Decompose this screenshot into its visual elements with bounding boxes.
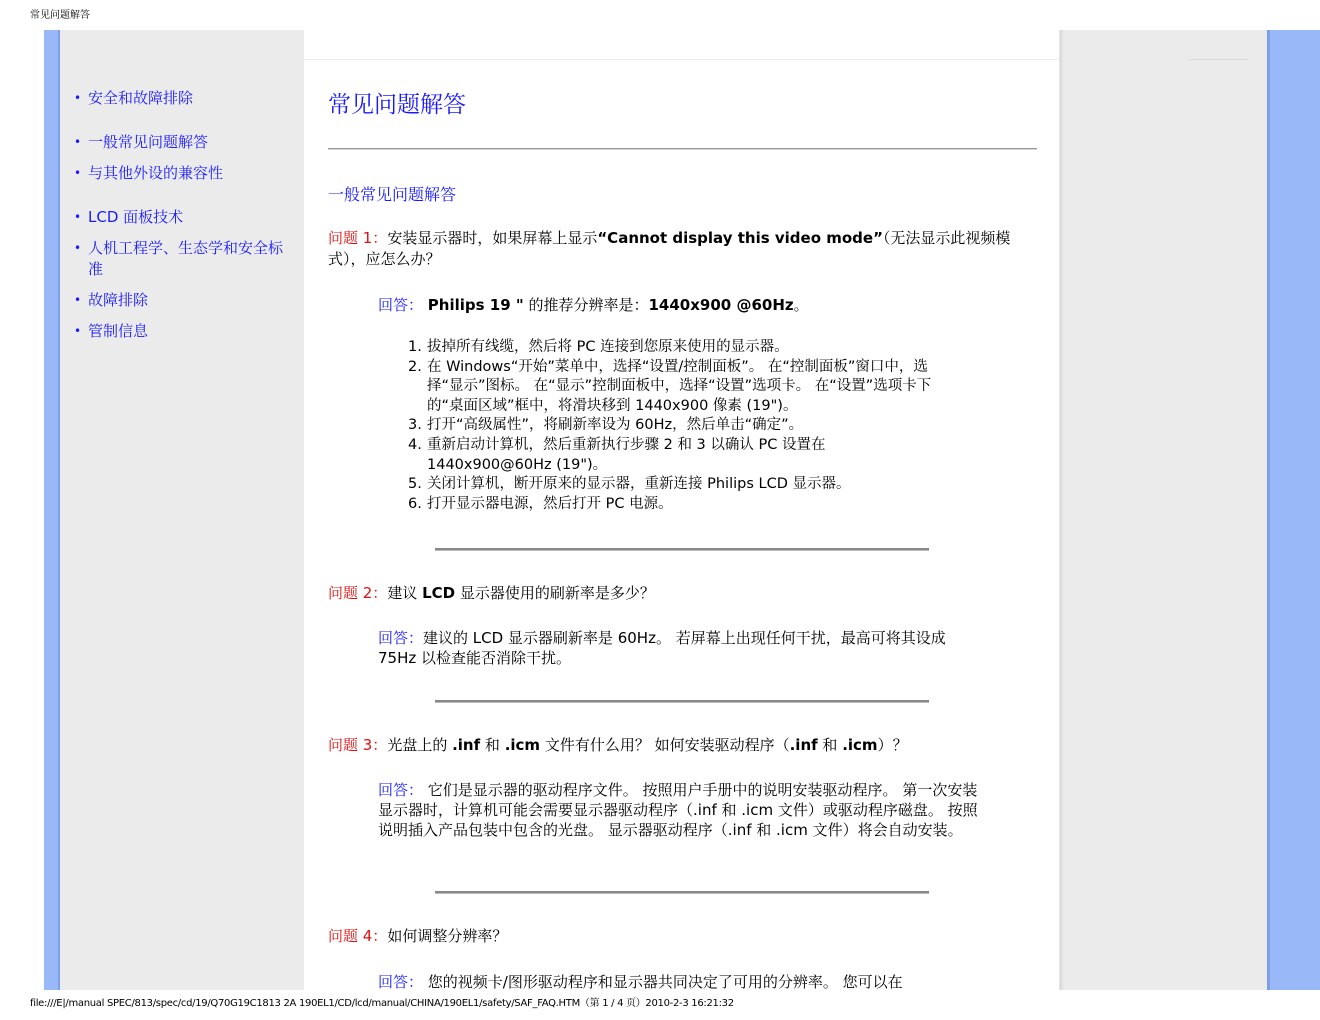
- question-text-bold: .icm: [842, 736, 878, 754]
- sidebar-link[interactable]: 人机工程学、生态学和安全标准: [88, 239, 284, 278]
- answer-4: [378, 972, 988, 990]
- left-accent-bar: [44, 30, 60, 990]
- sidebar-item-safety[interactable]: [74, 88, 314, 109]
- question-label: 问题 2：: [328, 584, 388, 602]
- sidebar-item-troubleshooting[interactable]: [74, 290, 314, 311]
- question-text-bold: “Cannot display this video mode”: [597, 229, 883, 247]
- sidebar-item-lcd-technology[interactable]: [74, 207, 314, 228]
- step-text: 打开显示器电源，然后打开 PC 电源。: [427, 495, 673, 512]
- question-label: 问题 4：: [328, 927, 388, 945]
- sidebar-link[interactable]: 管制信息: [88, 322, 149, 340]
- list-item: [408, 495, 968, 515]
- answer-label: 回答：: [378, 296, 424, 314]
- right-accent-bar: [1267, 30, 1320, 990]
- question-3: [328, 735, 1028, 756]
- step-number: 1.: [408, 339, 422, 355]
- question-text-bold: LCD: [422, 584, 456, 602]
- question-text: 建议: [387, 584, 423, 602]
- right-gutter: [1060, 30, 1267, 990]
- question-text: （无法显示此视频模式），应怎么办？: [328, 229, 1011, 268]
- step-number: 4.: [408, 436, 422, 453]
- sidebar-link[interactable]: 故障排除: [88, 291, 149, 309]
- question-text: 和: [817, 736, 843, 754]
- question-2: [328, 583, 1028, 604]
- step-number: 6.: [408, 495, 422, 512]
- answer-1: [378, 295, 988, 315]
- answer-text: 您的视频卡/图形驱动程序和显示器共同决定了可用的分辨率。 您可以在: [423, 973, 903, 990]
- answer-label: 回答：: [378, 629, 424, 647]
- step-text: 重新启动计算机，然后重新执行步骤 2 和 3 以确认 PC 设置在 1440x900@60Hz (19")。: [427, 436, 826, 473]
- answer-label: 回答：: [378, 973, 424, 990]
- steps-list: [408, 338, 968, 514]
- step-text: 打开“高级属性”，将刷新率设为 60Hz，然后单击“确定”。: [427, 417, 804, 434]
- sidebar-item-general-faq[interactable]: [74, 132, 314, 153]
- answer-text: 。: [793, 296, 809, 314]
- page-frame: [44, 30, 1320, 990]
- sidebar-item-compatibility[interactable]: [74, 163, 314, 184]
- sidebar-link[interactable]: 一般常见问题解答: [88, 133, 209, 151]
- question-text: 和: [480, 736, 505, 754]
- step-number: 3.: [408, 417, 422, 434]
- section-title: 一般常见问题解答: [328, 185, 457, 204]
- question-text-bold: .inf: [452, 736, 481, 754]
- question-text: 光盘上的: [387, 736, 453, 754]
- question-1: [328, 228, 1028, 270]
- answer-3: [378, 780, 988, 840]
- question-label: 问题 3：: [328, 736, 388, 754]
- question-text: ）？: [877, 736, 908, 754]
- question-text-bold: .icm: [504, 736, 541, 754]
- question-text: 显示器使用的刷新率是多少？: [455, 584, 655, 602]
- answer-text: 的推荐分辨率是：: [523, 296, 649, 314]
- sidebar-nav: [74, 88, 314, 342]
- title-divider: [328, 148, 1037, 150]
- sidebar-link[interactable]: 与其他外设的兼容性: [88, 164, 224, 182]
- sidebar-item-ergonomics[interactable]: [74, 238, 288, 280]
- separator: [435, 548, 929, 551]
- step-number: 2.: [408, 358, 422, 375]
- page-title: 常见问题解答: [328, 92, 466, 118]
- step-text: 在 Windows“开始”菜单中，选择“设置/控制面板”。 在“控制面板”窗口中，选择“显示”图标。 在“显示”控制面板中，选择“设置”选项卡。 在“设置”选项卡下的“桌面区域”框中，将滑块移到 1440x900 像素 (19")。: [427, 358, 932, 414]
- separator: [435, 891, 929, 894]
- answer-text-bold: 1440x900 @60Hz: [648, 296, 794, 314]
- sidebar-link[interactable]: LCD 面板技术: [88, 208, 184, 226]
- question-text: 文件有什么用？ 如何安装驱动程序（: [540, 736, 790, 754]
- answer-text: 建议的 LCD 显示器刷新率是 60Hz。 若屏幕上出现任何干扰，最高可将其设成 75Hz 以检查能否消除干扰。: [378, 629, 946, 667]
- gutter-divider: [1188, 59, 1248, 60]
- question-text-bold: .inf: [789, 736, 818, 754]
- separator: [435, 700, 929, 703]
- list-item: [408, 436, 877, 475]
- content-top-divider: [304, 59, 1060, 60]
- step-text: 关闭计算机，断开原来的显示器，重新连接 Philips LCD 显示器。: [427, 476, 851, 493]
- print-footer: file:///E|/manual SPEC/813/spec/cd/19/Q70G19C1813 2A 190EL1/CD/lcd/manual/CHINA/190EL1/safety/SAF_FAQ.HTM（第 1 / 4 页）2010-2-3 16:21:32: [30, 998, 734, 1009]
- list-item: [408, 358, 962, 417]
- list-item: [408, 338, 968, 358]
- answer-text-bold: Philips 19 ": [427, 296, 524, 314]
- answer-label: 回答：: [378, 781, 424, 799]
- question-text: 安装显示器时，如果屏幕上显示: [387, 229, 598, 247]
- answer-text: 它们是显示器的驱动程序文件。 按照用户手册中的说明安装驱动程序。 第一次安装显示器时，计算机可能会需要显示器驱动程序（.inf 和 .icm 文件）或驱动程序磁盘。 按照说明插入产品包装中包含的光盘。 显示器驱动程序（.inf 和 .icm 文件）将会自动安装。: [378, 781, 978, 839]
- question-label: 问题 1：: [328, 229, 388, 247]
- list-item: [408, 416, 968, 436]
- question-text: 如何调整分辨率？: [387, 927, 508, 945]
- sidebar-item-regulatory[interactable]: [74, 321, 314, 342]
- question-4: [328, 926, 1028, 947]
- step-text: 拔掉所有线缆，然后将 PC 连接到您原来使用的显示器。: [427, 339, 789, 355]
- step-number: 5.: [408, 476, 422, 493]
- list-item: [408, 475, 968, 495]
- print-header: 常见问题解答: [30, 10, 90, 21]
- answer-2: [378, 628, 988, 668]
- sidebar-link[interactable]: 安全和故障排除: [88, 89, 194, 107]
